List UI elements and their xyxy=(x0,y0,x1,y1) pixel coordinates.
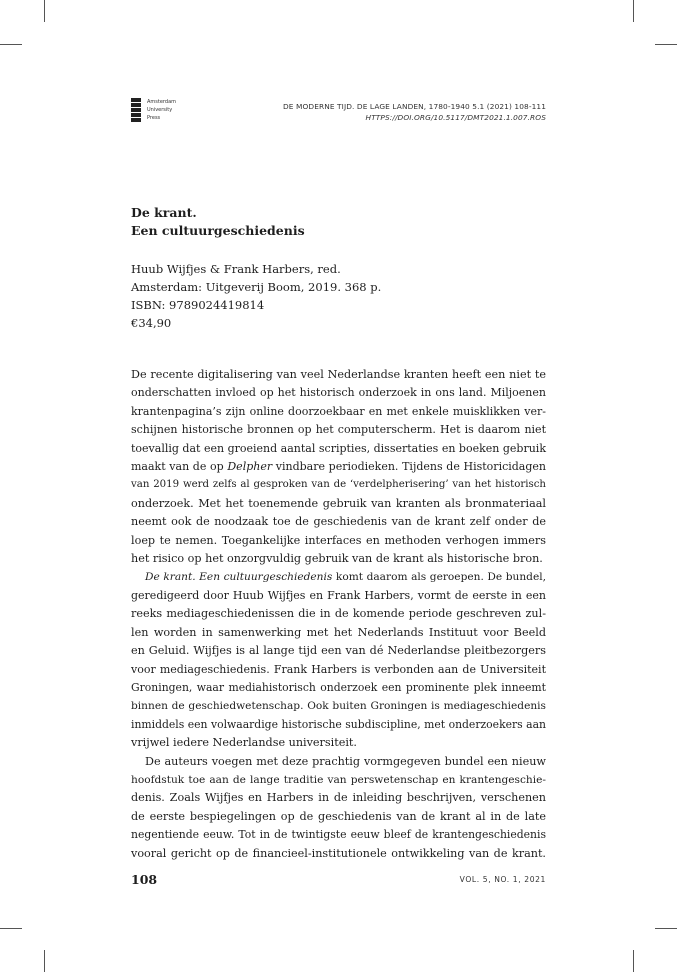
book-isbn: ISBN: 9789024419814 xyxy=(131,298,265,312)
crop-mark xyxy=(44,950,45,972)
journal-citation: DE MODERNE TIJD. DE LAGE LANDEN, 1780-1940 5.1 (2021) 108-111 xyxy=(283,102,546,111)
crop-mark xyxy=(655,44,677,45)
crop-mark xyxy=(655,928,677,929)
book-price: €34,90 xyxy=(131,316,172,330)
paragraph: De recente digitalisering van veel Nederlandse kranten heeft een niet te onderschatten invloed op het historisch onderzoek in ons land. Miljoenen krantenpagina’s zijn online doorzoekbaar en met enkele muisklikken ver- schijnen historische bronnen op het computerscherm. Het is daarom niet toevallig dat een groeiend aantal scripties, dissertaties en boeken gebruik maakt van de op Delpher vindbare periodieken. Tijdens de Historicidagen van 2019 werd zelfs al gesproken van de ‘verdelpherisering’ van het historisch onderzoek. Met het toenemende gebruik van kranten als bronmateriaal neemt ook de noodzaak toe de geschiedenis van de krant zelf onder de loep te nemen. Toegankelijke interfaces en methoden verhogen immers het risico op het onzorgvuldig gebruik van de krant als historische bron. xyxy=(131,368,546,566)
logo-text: Amsterdam University Press xyxy=(147,99,177,121)
volume-info: VOL. 5, NO. 1, 2021 xyxy=(459,875,546,884)
doi-link[interactable]: HTTPS://DOI.ORG/10.5117/DMT2021.1.007.ROS xyxy=(365,113,546,122)
book-publisher: Amsterdam: Uitgeverij Boom, 2019. 368 p. xyxy=(131,280,382,294)
running-head xyxy=(283,101,546,123)
logo-icon xyxy=(131,98,141,122)
page-number: 108 xyxy=(131,872,158,887)
review-body xyxy=(131,366,546,863)
review-title: De krant. Een cultuurgeschiedenis xyxy=(131,205,305,238)
crop-mark xyxy=(633,0,634,22)
crop-mark xyxy=(633,950,634,972)
book-authors: Huub Wijfjes & Frank Harbers, red. xyxy=(131,262,341,276)
crop-mark xyxy=(0,928,22,929)
crop-mark xyxy=(44,0,45,22)
bibliographic-info xyxy=(131,260,381,332)
crop-mark xyxy=(0,44,22,45)
paragraph: De auteurs voegen met deze prachtig vormgegeven bundel een nieuw hoofdstuk toe aan de lange traditie van perswetenschap en krantengeschie- denis. Zoals Wijfjes en Harbers in de inleiding beschrijven, verschenen de eerste bespiegelingen op de geschiedenis van de krant al in de late negentiende eeuw. Tot in de twintigste eeuw bleef de krantengeschiedenis vooral gericht op de financieel-institutionele ontwikkeling van de krant. xyxy=(131,754,546,860)
paragraph: De krant. Een cultuurgeschiedenis komt daarom als geroepen. De bundel, geredigeerd door Huub Wijfjes en Frank Harbers, vormt de eerste in een reeks mediageschiedenissen die in de komende periode geschreven zul- len worden in samenwerking met het Nederlands Instituut voor Beeld en Geluid. Wijfjes is al lange tijd een van dé Nederlandse pleitbezorgers voor mediageschiedenis. Frank Harbers is verbonden aan de Universiteit Groningen, waar mediahistorisch onderzoek een prominente plek inneemt binnen de geschiedwetenschap. Ook buiten Groningen is mediageschiedenis inmiddels een volwaardige historische subdiscipline, met onderzoekers aan vrijwel iedere Nederlandse universiteit. xyxy=(131,571,546,750)
